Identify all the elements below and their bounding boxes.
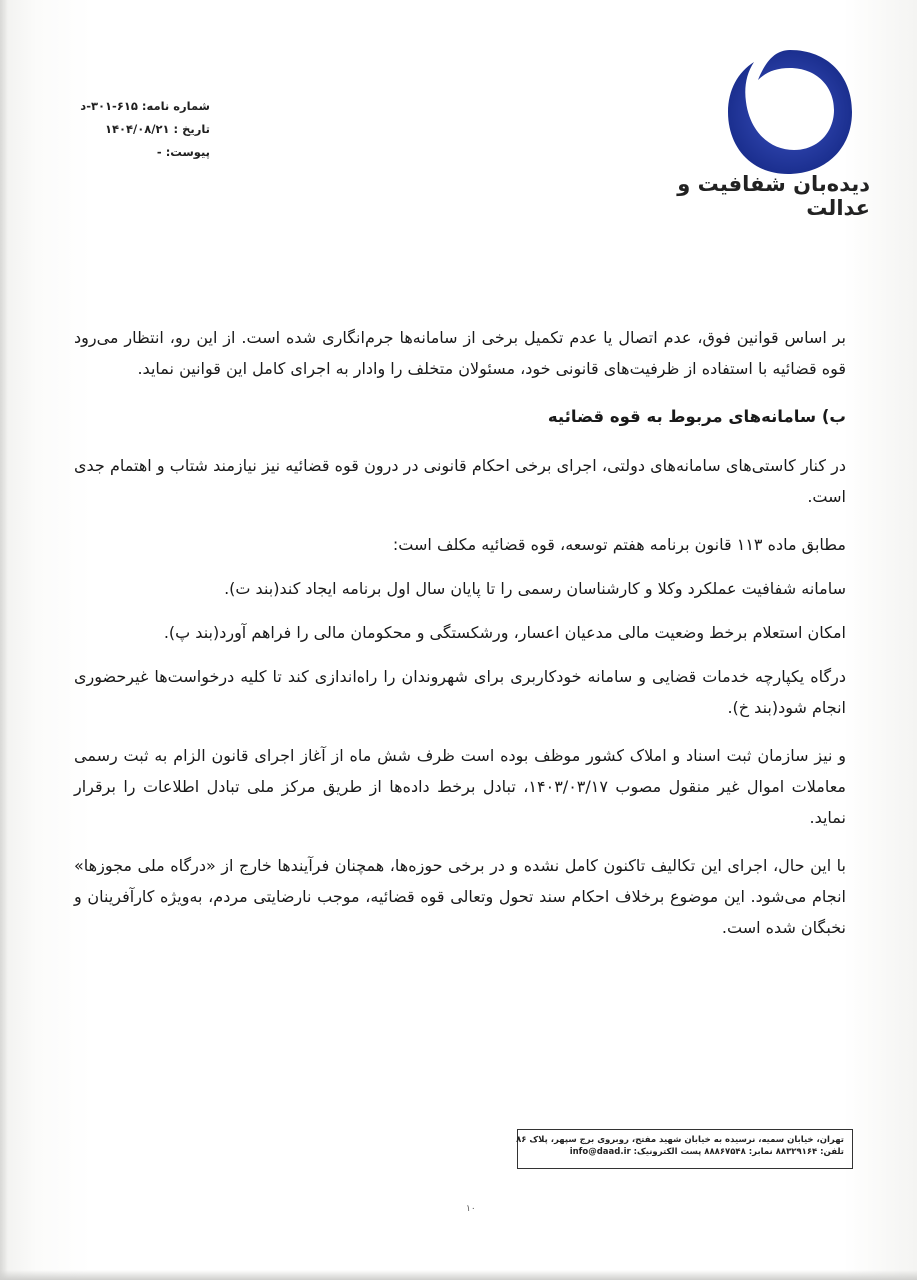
paragraph-clause-kh: درگاه یکپارچه خدمات قضایی و سامانه خودکاربری برای شهروندان را راه‌اندازی کند تا کلیه درخواست‌ها غیرحضوری انجام شود(بند خ). bbox=[74, 667, 846, 717]
letter-number-row bbox=[80, 95, 210, 118]
page-left-shadow bbox=[0, 0, 8, 1280]
paragraph-government-shortcomings: در کنار کاستی‌های سامانه‌های دولتی، اجرای برخی احکام قانونی در درون قوه قضائیه نیز نیازمند شتاب و اهتمام جدی است. bbox=[74, 456, 846, 506]
footer-address: تهران، خیابان سمیه، نرسیده به خیابان شهید مفتح، روبروی برج سپهر، پلاک ۸۶ bbox=[516, 1135, 844, 1145]
letter-attachment-value: - bbox=[156, 145, 162, 159]
letter-date-label: تاریخ : bbox=[173, 122, 210, 136]
paragraph-conclusion: با این حال، اجرای این تکالیف تاکنون کامل نشده و در برخی حوزه‌ها، همچنان فرآیندها خارج از «درگاه ملی مجوزها» انجام می‌شود. این موضوع برخلاف احکام سند تحول وتعالی قوه قضائیه، موجب نارضایتی مردم، به‌ویژه کارآفرینان و نخبگان شده است. bbox=[74, 856, 846, 937]
letter-body bbox=[74, 322, 846, 960]
letter-number-value: ۶۱۵-۳۰۱-د bbox=[80, 99, 138, 113]
paragraph-clause-p: امکان استعلام برخط وضعیت مالی مدعیان اعسار، ورشکستگی و محکومان مالی را فراهم آورد(بند پ). bbox=[163, 623, 846, 642]
footer-contact: تلفن: ۸۸۳۲۹۱۶۴ نمابر: ۸۸۸۶۷۵۴۸ پست الکترونیک: info@daad.ir bbox=[569, 1147, 844, 1157]
page-bottom-shadow bbox=[0, 1270, 917, 1280]
paragraph-registration-organization: و نیز سازمان ثبت اسناد و املاک کشور موظف بوده است ظرف شش ماه از آغاز اجرای قانون الزام به ثبت رسمی معاملات اموال غیر منقول مصوب ۱۴۰۳/۰۳/۱۷، تبادل برخط داده‌ها از طریق مرکز ملی تبادل اطلاعات را برقرار نماید. bbox=[74, 746, 847, 827]
organization-logo-icon bbox=[724, 46, 856, 178]
letter-number-label: شماره نامه: bbox=[141, 99, 210, 113]
letter-attachment-label: پیوست: bbox=[165, 145, 210, 159]
organization-name: دیده‌بان شفافیت و عدالت bbox=[677, 172, 870, 220]
paragraph-laws-enforcement: بر اساس قوانین فوق، عدم اتصال یا عدم تکمیل برخی از سامانه‌ها جرم‌انگاری شده است. از این رو، انتظار می‌رود قوه قضائیه با استفاده از ظرفیت‌های قانونی خود، مسئولان متخلف را وادار به اجرای کامل این قوانین نماید. bbox=[74, 328, 846, 378]
page-number: ۱۰ bbox=[466, 1204, 476, 1214]
letter-meta bbox=[80, 95, 210, 164]
letter-date-value: ۱۴۰۴/۰۸/۲۱ bbox=[104, 122, 170, 136]
paragraph-article-113: مطابق ماده ۱۱۳ قانون برنامه هفتم توسعه، قوه قضائیه مکلف است: bbox=[392, 535, 846, 554]
letter-attachment-row bbox=[80, 141, 210, 164]
section-heading-judiciary-systems: ب) سامانه‌های مربوط به قوه قضائیه bbox=[547, 407, 846, 426]
letter-date-row bbox=[80, 118, 210, 141]
footer-address-box bbox=[517, 1129, 853, 1169]
paragraph-clause-t: سامانه شفافیت عملکرد وکلا و کارشناسان رسمی را تا پایان سال اول برنامه ایجاد کند(بند ت). bbox=[224, 579, 846, 598]
